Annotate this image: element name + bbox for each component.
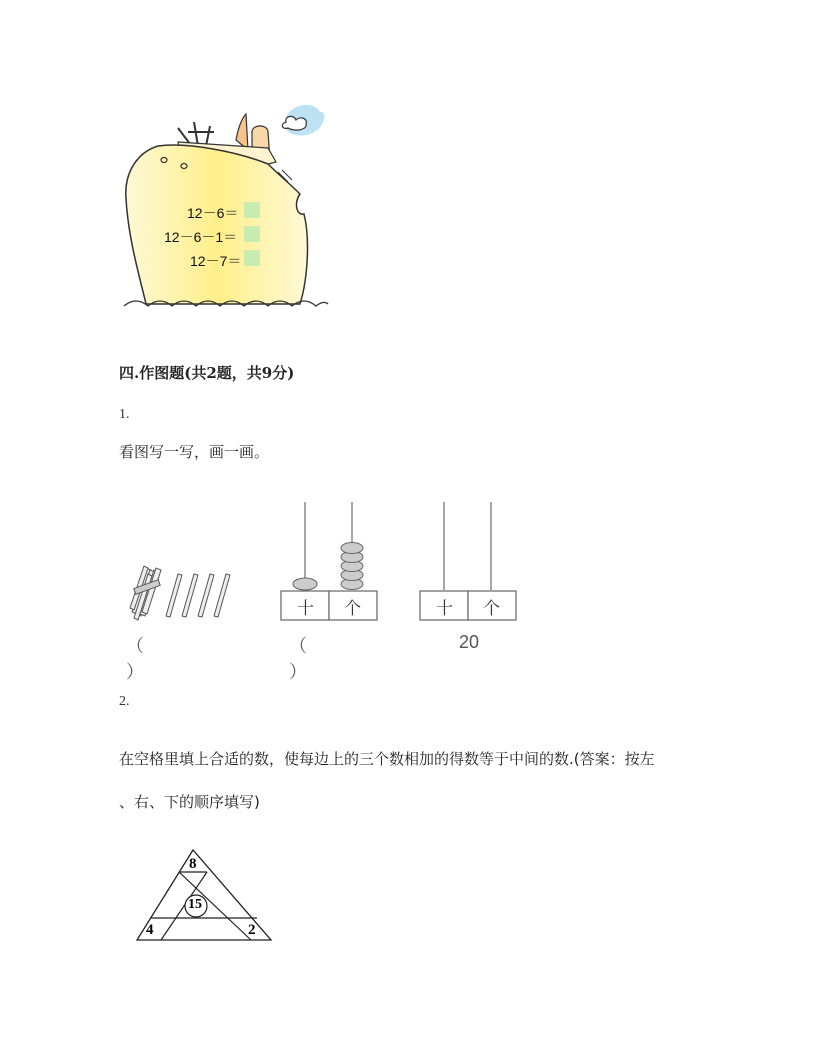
equation-2 — [164, 227, 237, 247]
question-2-number: 2. — [119, 694, 130, 709]
section-title: 四.作图题(共2题，共9分) — [119, 364, 295, 382]
triangle-top-number: 8 — [189, 856, 197, 872]
question-2-text-line2: 、右、下的顺序填写) — [119, 793, 260, 811]
abacus-1 — [280, 502, 380, 622]
abacus-1-tens-label: 十 — [297, 599, 314, 619]
answer-box-3[interactable] — [244, 250, 260, 266]
abacus-1-ones-label: 个 — [344, 599, 361, 619]
answer-paren-left[interactable] — [126, 632, 216, 684]
answer-box-2[interactable] — [244, 226, 260, 242]
triangle-right-number: 2 — [248, 922, 256, 938]
equation-text: 12－6－1＝ — [164, 229, 238, 245]
triangle-left-number: 4 — [146, 922, 154, 938]
equation-1 — [187, 203, 238, 223]
abacus-1-answer-paren[interactable] — [289, 632, 379, 684]
abacus-2-drawing — [419, 502, 519, 622]
right-paren: ） — [126, 662, 144, 682]
sticks-illustration — [124, 562, 234, 624]
left-paren: （ — [289, 636, 307, 656]
equation-text: 12－6＝ — [187, 205, 239, 221]
left-paren: （ — [126, 636, 144, 656]
equation-3 — [190, 251, 241, 271]
abacus-2-value: 20 — [459, 632, 480, 652]
abacus-2[interactable] — [419, 502, 519, 622]
answer-box-1[interactable] — [244, 202, 260, 218]
question-1-text: 看图写一写，画一画。 — [119, 443, 270, 461]
equation-text: 12－7＝ — [190, 253, 242, 269]
abacus-1-drawing — [280, 502, 380, 622]
triangle-center-number: 15 — [188, 897, 202, 912]
cloud-icon — [282, 105, 324, 136]
abacus-2-tens-label: 十 — [436, 599, 453, 619]
question-2-text-line1: 在空格里填上合适的数，使每边上的三个数相加的得数等于中间的数.(答案：按左 — [119, 750, 655, 768]
abacus-2-ones-label: 个 — [483, 599, 500, 619]
right-paren: ） — [289, 662, 307, 682]
question-1-number: 1. — [119, 407, 130, 422]
sticks-drawing — [124, 562, 234, 624]
